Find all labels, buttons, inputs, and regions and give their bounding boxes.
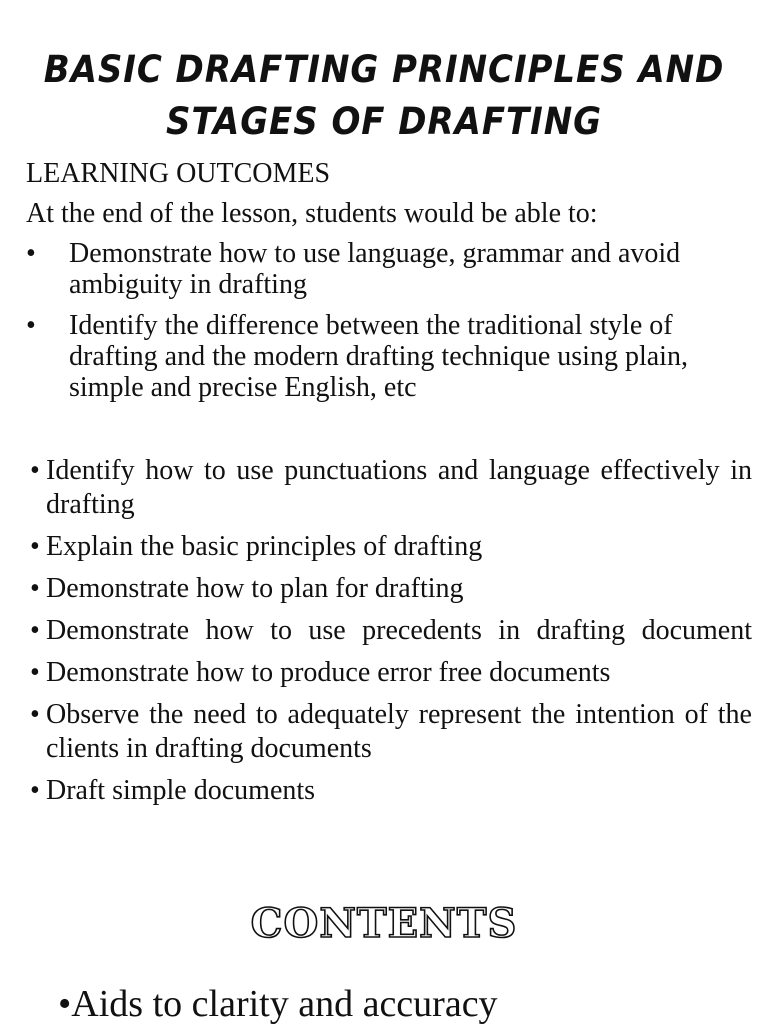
list-item	[30, 614, 752, 648]
list-item	[26, 238, 746, 300]
list-item-text: Demonstrate how to produce error free documents	[46, 657, 611, 688]
bullet-icon: •	[26, 310, 36, 341]
list-item-text: Demonstrate how to use precedents in drafting document	[46, 615, 752, 646]
list-item-text: Explain the basic principles of drafting	[46, 531, 483, 562]
learning-outcomes-intro: At the end of the lesson, students would be able to:	[26, 198, 598, 229]
list-item-text: Identify the difference between the traditional style of drafting and the modern drafting technique using plain, simple and precise English, etc	[69, 310, 688, 403]
bullet-icon: •	[30, 615, 40, 646]
bullet-icon: •	[30, 699, 40, 730]
bullet-icon: •	[30, 775, 40, 806]
list-item-text: Demonstrate how to use language, grammar and avoid ambiguity in drafting	[69, 238, 681, 300]
learning-outcomes-heading: LEARNING OUTCOMES	[26, 158, 331, 189]
bullet-icon: •	[30, 531, 40, 562]
list-item	[30, 698, 752, 766]
page-title-line-2: STAGES OF DRAFTING	[166, 100, 602, 143]
bullet-icon: •	[30, 657, 40, 688]
list-item	[30, 530, 752, 564]
bullet-icon: •	[30, 455, 40, 486]
contents-list	[58, 980, 498, 1028]
bullet-icon: •	[26, 238, 36, 269]
list-item-text: Demonstrate how to plan for drafting	[46, 573, 464, 604]
list-item	[26, 310, 746, 403]
outcomes-list-1	[26, 238, 746, 413]
bullet-icon: •	[30, 573, 40, 604]
outcomes-list-2	[30, 454, 752, 816]
list-item	[30, 774, 752, 808]
list-item	[30, 572, 752, 606]
contents-heading: CONTENTS	[250, 900, 518, 947]
list-item-text: Draft simple documents	[46, 775, 316, 806]
list-item	[30, 454, 752, 522]
page-title-line-1: BASIC DRAFTING PRINCIPLES AND	[43, 48, 725, 91]
list-item	[30, 656, 752, 690]
list-item: •Aids to clarity and accuracy	[58, 983, 498, 1025]
list-item-text: Observe the need to adequately represent the intention of the clients in drafting documents	[46, 699, 752, 764]
list-item-text: Identify how to use punctuations and language effectively in drafting	[46, 455, 752, 520]
